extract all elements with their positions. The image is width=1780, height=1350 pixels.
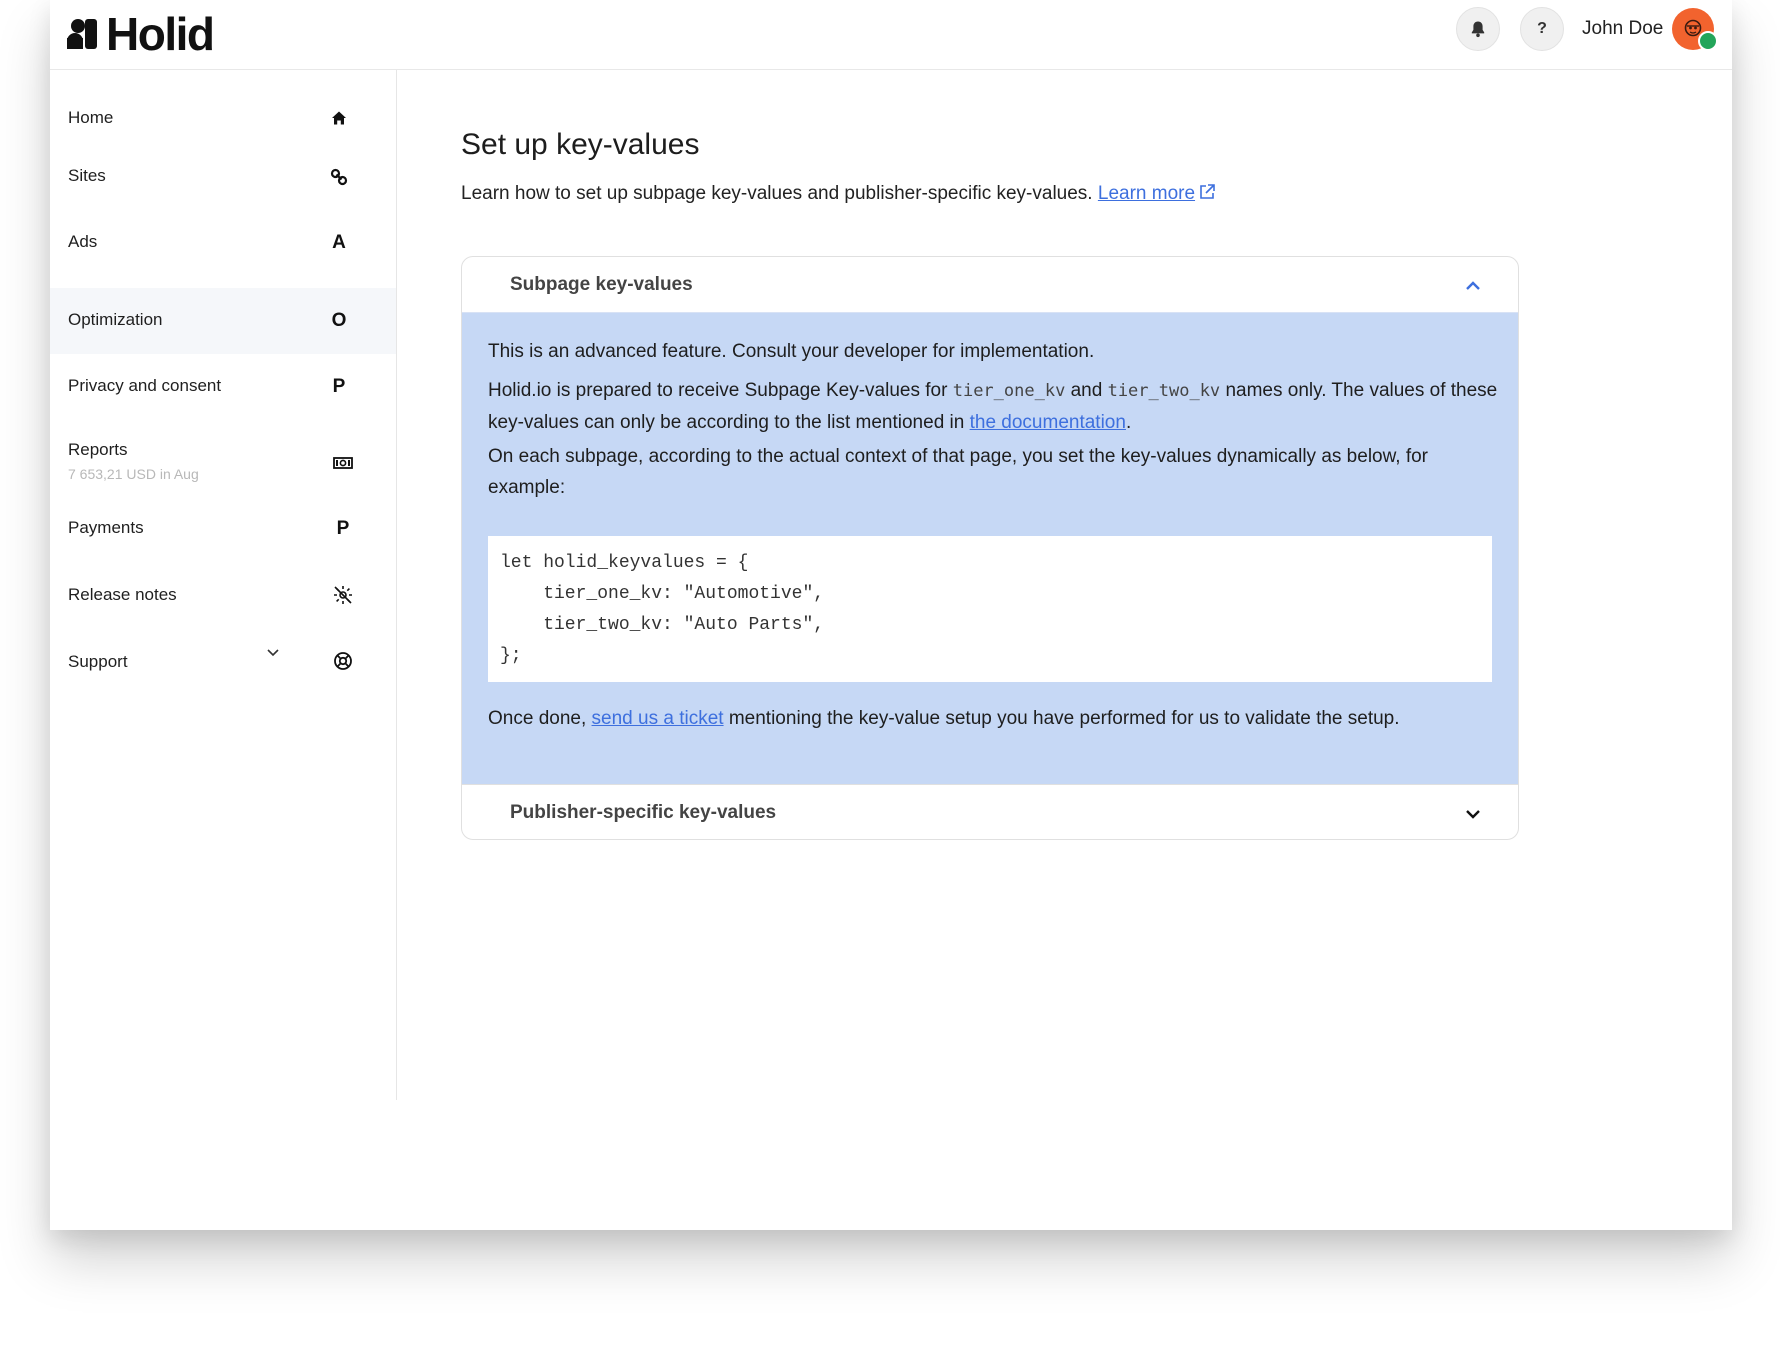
subpage-example-intro: On each subpage, according to the actual context of that page, you set the key-values dynamically as below, for example: xyxy=(488,446,1429,498)
documentation-link[interactable]: the documentation xyxy=(969,412,1126,433)
description-text: Learn how to set up subpage key-values and publisher-specific key-values. xyxy=(461,183,1093,204)
letter-p-icon: P xyxy=(332,376,346,397)
send-ticket-link[interactable]: send us a ticket xyxy=(591,708,724,729)
sidebar-item-optimization[interactable] xyxy=(50,288,396,354)
learn-more-label: Learn more xyxy=(1097,183,1196,204)
letter-o-icon: O xyxy=(331,310,347,331)
help-label: ? xyxy=(1537,20,1547,37)
lifebuoy-icon xyxy=(330,648,356,674)
chevron-down-icon[interactable] xyxy=(1462,803,1484,825)
key-values-accordion xyxy=(461,256,1519,840)
code-line: tier_one_kv: "Automotive", xyxy=(500,584,825,604)
text: mentioning the key-value setup you have performed for us to validate the setup. xyxy=(728,708,1400,729)
code-line: tier_two_kv: "Auto Parts", xyxy=(500,615,825,635)
sidebar-item-release-notes[interactable] xyxy=(50,562,396,628)
sidebar-item-label: Home xyxy=(68,108,114,127)
app-window xyxy=(50,0,1732,1230)
code-tier-one: tier_one_kv xyxy=(952,381,1066,401)
external-link-icon xyxy=(1198,183,1216,201)
text: and xyxy=(1070,380,1103,401)
sidebar-item-support[interactable] xyxy=(50,628,396,694)
money-icon xyxy=(330,450,356,476)
chevron-up-icon[interactable] xyxy=(1462,275,1484,297)
validation-note xyxy=(488,703,1498,734)
sidebar-item-label: Sites xyxy=(68,166,106,185)
sidebar-item-privacy[interactable] xyxy=(50,354,396,420)
link-icon xyxy=(326,164,352,190)
accordion-panel-subpage xyxy=(462,313,1518,784)
bell-icon xyxy=(1469,20,1487,38)
online-status-dot xyxy=(1698,31,1718,51)
help-button[interactable] xyxy=(1520,7,1564,51)
subpage-explanation xyxy=(488,375,1498,438)
sidebar-item-label: Reports xyxy=(68,440,128,459)
logo[interactable] xyxy=(66,8,214,60)
advanced-feature-note: This is an advanced feature. Consult your developer for implementation. xyxy=(488,341,1095,362)
text: . xyxy=(1125,412,1132,433)
reports-revenue: 7 653,21 USD in Aug xyxy=(68,466,199,482)
code-example xyxy=(488,536,1492,682)
text: names only. The values of these key-values can only be according to the list mentioned in xyxy=(488,380,1498,433)
notifications-button[interactable] xyxy=(1456,7,1500,51)
sidebar-item-sites[interactable] xyxy=(50,136,396,202)
sidebar-item-payments[interactable] xyxy=(50,496,396,562)
learn-more-link[interactable] xyxy=(1098,183,1216,204)
chevron-down-icon[interactable] xyxy=(264,644,282,662)
accordion-title: Subpage key-values xyxy=(510,274,693,295)
sidebar-item-label: Optimization xyxy=(68,310,163,329)
top-bar xyxy=(50,0,1732,70)
text: Holid.io is prepared to receive Subpage Key-values for xyxy=(488,380,948,401)
logo-mark-icon xyxy=(66,16,102,52)
accordion-header-subpage[interactable] xyxy=(462,257,1518,313)
sidebar-item-label: Ads xyxy=(68,232,98,251)
page-description xyxy=(461,183,1216,205)
sidebar-item-label: Support xyxy=(68,652,128,671)
code-line: let holid_keyvalues = { xyxy=(500,553,749,573)
code-line: }; xyxy=(500,646,522,666)
accordion-header-publisher[interactable] xyxy=(462,784,1518,839)
page-title: Set up key-values xyxy=(461,128,700,161)
sidebar-item-ads[interactable] xyxy=(50,202,396,268)
sidebar-item-label: Release notes xyxy=(68,585,177,604)
gear-off-icon xyxy=(330,582,356,608)
letter-a-icon: A xyxy=(332,232,346,253)
sidebar-item-home[interactable] xyxy=(50,70,396,136)
user-name[interactable]: John Doe xyxy=(1582,18,1664,39)
sidebar-item-label: Privacy and consent xyxy=(68,376,222,395)
home-icon xyxy=(326,105,352,131)
code-tier-two: tier_two_kv xyxy=(1107,381,1221,401)
sidebar-item-label: Payments xyxy=(68,518,144,537)
accordion-title: Publisher-specific key-values xyxy=(510,802,777,823)
letter-p-icon: P xyxy=(336,518,350,539)
logo-text: Holid xyxy=(106,8,214,60)
text: Once done, xyxy=(488,708,587,729)
sidebar-item-reports[interactable] xyxy=(50,420,396,496)
sidebar xyxy=(50,70,397,1100)
